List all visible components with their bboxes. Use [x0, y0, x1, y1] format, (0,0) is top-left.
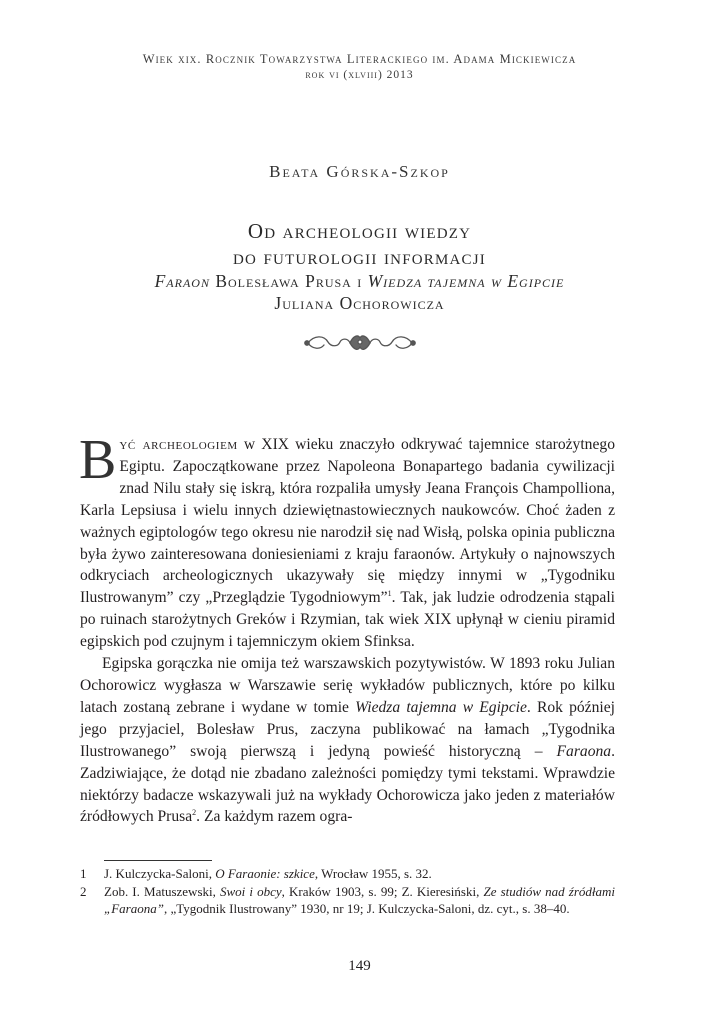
footnote-2-text-a: Zob. I. Matuszewski, — [104, 883, 220, 899]
footnote-1-text-b: , Wrocław 1955, s. 32. — [314, 866, 432, 881]
footnote-ref-1[interactable]: 1 — [387, 589, 392, 599]
subtitle-line-1 — [0, 270, 719, 292]
paragraph-2-text-d: . Za każdym razem ogra- — [196, 808, 353, 826]
footnote-2-text-b: , Kraków 1903, s. 99; Z. Kieresiński, — [281, 883, 484, 899]
footnote-1-italic: O Faraonie: szkice — [215, 866, 315, 881]
subtitle-italic-faraon: Faraon — [154, 271, 210, 291]
article-title — [0, 218, 719, 314]
running-header-volume: rok vi (xlviii) 2013 — [305, 69, 414, 81]
footnote-2-italic-a: Swoi i obcy — [219, 883, 282, 899]
footnote-1-text-a: J. Kulczycka-Saloni, — [104, 866, 216, 881]
subtitle-italic-wiedza: Wiedza tajemna w Egipcie — [367, 271, 565, 291]
footnote-number: 1 — [80, 866, 87, 881]
paragraph-2-italic-faraona: Faraona — [556, 742, 612, 760]
footnote-1 — [80, 865, 615, 883]
paragraph-1-text-a: w XIX wieku znaczyło odkrywać tajemnice starożytnego Egiptu. Zapoczątkowane przez Napoleona Bonapartego badania cywilizacji znad Nilu stały się iskrą, która rozpaliła umysły Jeana François Champolliona, Karla Lepsiusa i wielu innych dziewiętnastowiecznych naukowców. Choć żaden z ważnych egiptologów tego okresu nie narodził się nad Wisłą, polska opinia publiczna była żywo zainteresowana doniesieniami z kraju faraonów. Artykuły o najnowszych odkryciach archeologicznych ukazywały się między innymi w „Tygodniku Ilustrowanym” czy „Przeglądzie Tygodniowym” — [80, 436, 615, 607]
floral-ornament-icon — [300, 330, 420, 356]
subtitle-line-2: Juliana Ochorowicza — [274, 293, 445, 313]
paragraph-1 — [79, 429, 615, 653]
footnote-separator — [104, 860, 212, 861]
drop-cap: B — [79, 429, 117, 491]
paragraph-2-italic-wiedza: Wiedza tajemna w Egipcie — [355, 698, 527, 716]
title-line-1: Od archeologii wiedzy — [247, 219, 472, 243]
footnote-2-text-c: , „Tygodnik Ilustrowany” 1930, nr 19; J. Kulczycka-Saloni, dz. cyt., s. 38–40. — [163, 901, 570, 917]
footnote-ref-2[interactable]: 2 — [192, 808, 197, 818]
paragraph-2-text-a: Egipska gorączka nie omija też warszawskich pozytywistów. W 1893 roku Julian Ochorowicz wygłasza w Warszawie serię wykładów publicznych, które po kilku latach zostaną zebrane i wydane w tomie — [80, 655, 615, 716]
running-header-journal: Wiek xix. Rocznik Towarzystwa Literackiego im. Adama Mickiewicza — [142, 52, 577, 66]
article-author: Beata Górska-Szkop — [269, 162, 450, 181]
paragraph-1-text-b: . Tak, jak ludzie odrodzenia stąpali po ruinach starożytnych Greków i Rzymian, tak wiek XIX upłynął w cieniu piramid egipskich pod czujnym i tajemniczym okiem Sfinksa. — [80, 589, 615, 651]
footnotes — [80, 865, 615, 918]
footnote-2-italic-b: Ze studiów nad źródłami „Faraona” — [104, 883, 616, 917]
paragraph-2-text-c: . Zadziwiające, że dotąd nie zbadano zależności pomiędzy tymi tekstami. Wprawdzie niektórzy badacze wskazywali już na wykłady Ochorowicza jako jeden z materiałów źródłowych Prusa — [80, 742, 615, 826]
page-number: 149 — [348, 958, 371, 974]
footnote-2 — [80, 883, 615, 918]
paragraph-2-text-b: . Rok później jego przyjaciel, Bolesław Prus, zaczyna publikować na łamach „Tygodnika Ilustrowanego” swoją pierwszą i jedyną powieść historyczną – — [80, 698, 615, 760]
footnote-number: 2 — [80, 883, 87, 899]
title-line-2: do futurologii informacji — [232, 245, 486, 269]
subtitle-plain: Bolesława Prusa i — [209, 271, 368, 291]
article-body — [79, 429, 615, 828]
lead-in-small-caps: yć archeologiem — [119, 436, 238, 453]
paragraph-2 — [80, 653, 615, 828]
